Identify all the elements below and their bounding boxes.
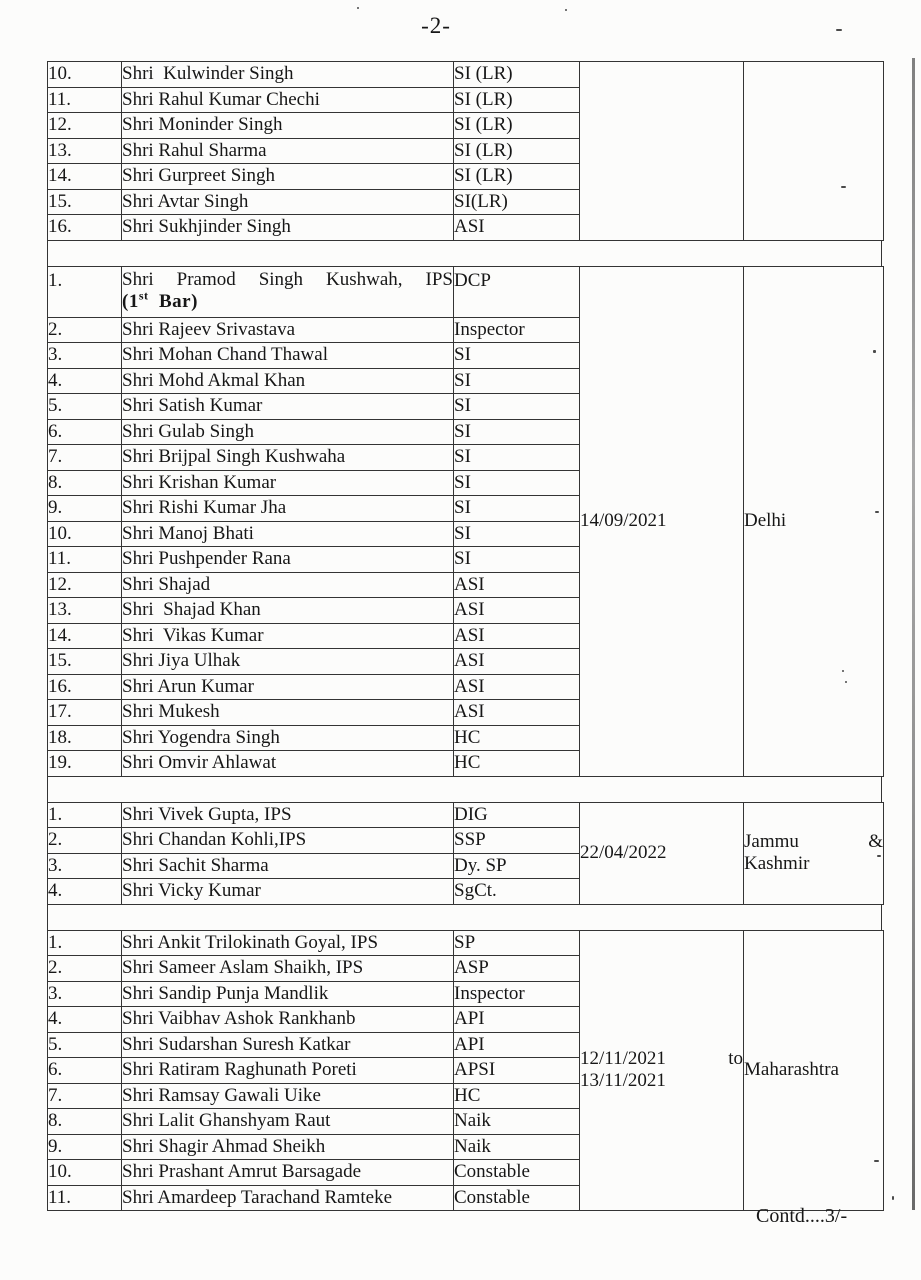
rank-cell: ASI <box>454 215 580 241</box>
name-cell: Shri Shajad <box>122 572 454 598</box>
table-row <box>48 930 884 956</box>
rank-cell: SI <box>454 496 580 522</box>
name-cell: Shri Pushpender Rana <box>122 547 454 573</box>
date-cell: 14/09/2021 <box>580 266 744 776</box>
rank-cell: SI <box>454 419 580 445</box>
name-cell: Shri Kulwinder Singh <box>122 62 454 88</box>
rank-cell: ASP <box>454 956 580 982</box>
rank-cell: SI (LR) <box>454 164 580 190</box>
continuation-note: Contd....3/- <box>756 1205 848 1227</box>
table-section <box>47 802 884 905</box>
name-cell: Shri Rahul Kumar Chechi <box>122 87 454 113</box>
rank-cell: SI (LR) <box>454 113 580 139</box>
name-cell: Shri Sameer Aslam Shaikh, IPS <box>122 956 454 982</box>
name-cell: Shri Ratiram Raghunath Poreti <box>122 1058 454 1084</box>
name-cell: Shri Amardeep Tarachand Ramteke <box>122 1185 454 1211</box>
serial-cell: 9. <box>48 1134 122 1160</box>
scan-speck <box>845 681 847 683</box>
name-cell: Shri Pramod Singh Kushwah, IPS (1st Bar) <box>122 266 454 317</box>
rank-cell: SP <box>454 930 580 956</box>
officer-table <box>47 61 883 1211</box>
rank-cell: SI <box>454 547 580 573</box>
rank-cell: Constable <box>454 1185 580 1211</box>
name-cell: Shri Sachit Sharma <box>122 853 454 879</box>
name-cell: Shri Vicky Kumar <box>122 879 454 905</box>
rank-cell: SI <box>454 394 580 420</box>
serial-cell: 8. <box>48 1109 122 1135</box>
scan-speck <box>873 350 876 353</box>
rank-cell: APSI <box>454 1058 580 1084</box>
serial-cell: 3. <box>48 981 122 1007</box>
rank-cell: Inspector <box>454 981 580 1007</box>
serial-cell: 14. <box>48 164 122 190</box>
name-cell: Shri Vaibhav Ashok Rankhanb <box>122 1007 454 1033</box>
serial-cell: 5. <box>48 394 122 420</box>
rank-cell: SI <box>454 368 580 394</box>
name-cell: Shri Brijpal Singh Kushwaha <box>122 445 454 471</box>
rank-cell: SgCt. <box>454 879 580 905</box>
section-gap <box>47 905 882 930</box>
rank-cell: DCP <box>454 266 580 317</box>
scan-speck <box>874 1160 879 1162</box>
rank-cell: SI (LR) <box>454 62 580 88</box>
scan-speck <box>357 7 359 9</box>
serial-cell: 16. <box>48 674 122 700</box>
date-cell: 12/11/2021 to 13/11/2021 <box>580 930 744 1211</box>
rank-cell: SI <box>454 470 580 496</box>
section-gap <box>47 777 882 802</box>
rank-cell: ASI <box>454 623 580 649</box>
serial-cell: 4. <box>48 1007 122 1033</box>
rank-cell: SI <box>454 343 580 369</box>
name-cell: Shri Omvir Ahlawat <box>122 751 454 777</box>
name-cell: Shri Ramsay Gawali Uike <box>122 1083 454 1109</box>
name-cell: Shri Sudarshan Suresh Katkar <box>122 1032 454 1058</box>
rank-cell: Constable <box>454 1160 580 1186</box>
page-number: -2- <box>421 13 451 38</box>
serial-cell: 14. <box>48 623 122 649</box>
table-section <box>47 61 884 241</box>
serial-cell: 10. <box>48 1160 122 1186</box>
name-cell: Shri Satish Kumar <box>122 394 454 420</box>
name-cell: Shri Mohd Akmal Khan <box>122 368 454 394</box>
serial-cell: 15. <box>48 649 122 675</box>
serial-cell: 17. <box>48 700 122 726</box>
rank-cell: SI(LR) <box>454 189 580 215</box>
rank-cell: Naik <box>454 1109 580 1135</box>
name-cell: Shri Mohan Chand Thawal <box>122 343 454 369</box>
serial-cell: 13. <box>48 138 122 164</box>
table-section <box>47 930 884 1212</box>
rank-cell: HC <box>454 1083 580 1109</box>
name-cell: Shri Gurpreet Singh <box>122 164 454 190</box>
serial-cell: 12. <box>48 572 122 598</box>
scan-speck <box>841 186 846 188</box>
name-cell: Shri Rajeev Srivastava <box>122 317 454 343</box>
rank-cell: SI <box>454 521 580 547</box>
rank-cell: SI (LR) <box>454 87 580 113</box>
name-cell: Shri Manoj Bhati <box>122 521 454 547</box>
serial-cell: 6. <box>48 1058 122 1084</box>
serial-cell: 2. <box>48 828 122 854</box>
name-cell: Shri Gulab Singh <box>122 419 454 445</box>
rank-cell: SSP <box>454 828 580 854</box>
name-cell: Shri Rahul Sharma <box>122 138 454 164</box>
scan-speck <box>836 29 842 31</box>
rank-cell: ASI <box>454 700 580 726</box>
rank-cell: HC <box>454 725 580 751</box>
rank-cell: ASI <box>454 598 580 624</box>
rank-cell: API <box>454 1007 580 1033</box>
serial-cell: 7. <box>48 1083 122 1109</box>
serial-cell: 3. <box>48 343 122 369</box>
date-cell <box>580 62 744 241</box>
serial-cell: 4. <box>48 368 122 394</box>
rank-cell: SI <box>454 445 580 471</box>
scan-edge-line <box>912 58 915 1210</box>
serial-cell: 4. <box>48 879 122 905</box>
table-section <box>47 266 884 777</box>
name-cell: Shri Rishi Kumar Jha <box>122 496 454 522</box>
serial-cell: 15. <box>48 189 122 215</box>
name-cell: Shri Vikas Kumar <box>122 623 454 649</box>
name-cell: Shri Vivek Gupta, IPS <box>122 802 454 828</box>
name-cell: Shri Ankit Trilokinath Goyal, IPS <box>122 930 454 956</box>
rank-cell: API <box>454 1032 580 1058</box>
name-cell: Shri Krishan Kumar <box>122 470 454 496</box>
section-gap <box>47 241 882 266</box>
serial-cell: 12. <box>48 113 122 139</box>
serial-cell: 11. <box>48 547 122 573</box>
scan-speck <box>842 670 844 672</box>
rank-cell: ASI <box>454 572 580 598</box>
name-cell: Shri Mukesh <box>122 700 454 726</box>
rank-cell: ASI <box>454 674 580 700</box>
table-row <box>48 266 884 317</box>
serial-cell: 1. <box>48 802 122 828</box>
rank-cell: Naik <box>454 1134 580 1160</box>
serial-cell: 9. <box>48 496 122 522</box>
serial-cell: 19. <box>48 751 122 777</box>
name-cell: Shri Sukhjinder Singh <box>122 215 454 241</box>
name-cell: Shri Chandan Kohli,IPS <box>122 828 454 854</box>
serial-cell: 7. <box>48 445 122 471</box>
place-cell: Jammu & Kashmir <box>744 802 884 904</box>
rank-cell: Dy. SP <box>454 853 580 879</box>
table-row <box>48 802 884 828</box>
name-cell: Shri Shajad Khan <box>122 598 454 624</box>
rank-cell: HC <box>454 751 580 777</box>
table-row <box>48 62 884 88</box>
serial-cell: 18. <box>48 725 122 751</box>
serial-cell: 11. <box>48 1185 122 1211</box>
name-cell: Shri Lalit Ghanshyam Raut <box>122 1109 454 1135</box>
serial-cell: 2. <box>48 317 122 343</box>
place-cell: Delhi <box>744 266 884 776</box>
serial-cell: 16. <box>48 215 122 241</box>
name-cell: Shri Prashant Amrut Barsagade <box>122 1160 454 1186</box>
rank-cell: DIG <box>454 802 580 828</box>
serial-cell: 11. <box>48 87 122 113</box>
serial-cell: 10. <box>48 521 122 547</box>
name-cell: Shri Arun Kumar <box>122 674 454 700</box>
name-cell: Shri Sandip Punja Mandlik <box>122 981 454 1007</box>
rank-cell: Inspector <box>454 317 580 343</box>
scan-speck <box>892 1196 894 1200</box>
name-cell: Shri Jiya Ulhak <box>122 649 454 675</box>
rank-cell: ASI <box>454 649 580 675</box>
serial-cell: 1. <box>48 930 122 956</box>
serial-cell: 3. <box>48 853 122 879</box>
serial-cell: 1. <box>48 266 122 317</box>
date-cell: 22/04/2022 <box>580 802 744 904</box>
serial-cell: 10. <box>48 62 122 88</box>
scan-speck <box>875 511 879 513</box>
serial-cell: 13. <box>48 598 122 624</box>
name-cell: Shri Moninder Singh <box>122 113 454 139</box>
name-cell: Shri Yogendra Singh <box>122 725 454 751</box>
serial-cell: 8. <box>48 470 122 496</box>
name-cell: Shri Shagir Ahmad Sheikh <box>122 1134 454 1160</box>
rank-cell: SI (LR) <box>454 138 580 164</box>
serial-cell: 2. <box>48 956 122 982</box>
name-cell: Shri Avtar Singh <box>122 189 454 215</box>
place-cell: Maharashtra <box>744 930 884 1211</box>
scan-speck <box>877 855 881 857</box>
scan-speck <box>565 9 567 11</box>
serial-cell: 6. <box>48 419 122 445</box>
serial-cell: 5. <box>48 1032 122 1058</box>
place-cell <box>744 62 884 241</box>
